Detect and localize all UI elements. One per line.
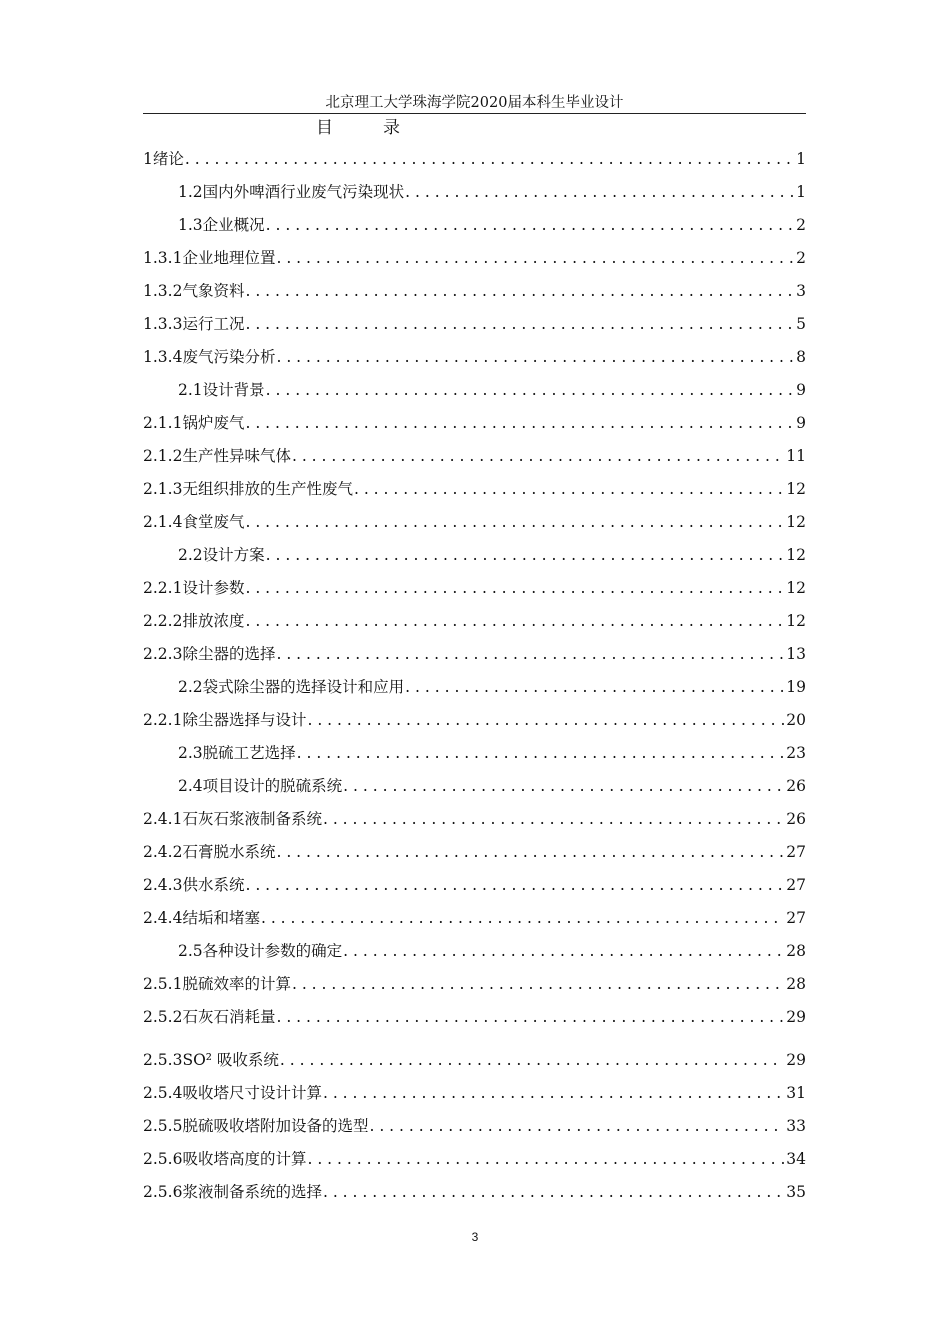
dot-leader <box>323 1178 784 1206</box>
toc-entry[interactable] <box>143 442 806 470</box>
toc-entry-number: 1.3 <box>178 216 203 234</box>
toc-entry-number: 2.1.1 <box>143 414 183 432</box>
toc-entry-page: 12 <box>786 612 806 630</box>
dot-leader <box>245 508 784 536</box>
toc-entry-number: 2.4.2 <box>143 843 183 861</box>
dot-leader <box>245 277 794 305</box>
toc-entry-page: 12 <box>786 579 806 597</box>
toc-entry-title: 国内外啤酒行业废气污染现状 <box>202 183 405 201</box>
toc-entry[interactable] <box>143 1145 806 1173</box>
toc-entry[interactable] <box>143 145 806 173</box>
toc-entry-page: 12 <box>786 480 806 498</box>
toc-entry[interactable] <box>143 1112 806 1140</box>
toc-entry[interactable] <box>143 772 806 800</box>
toc-entry[interactable] <box>143 244 806 272</box>
toc-entry-page: 29 <box>786 1051 806 1069</box>
toc-entry-number: 2.1.4 <box>143 513 183 531</box>
toc-entry-page: 2 <box>796 216 806 234</box>
toc-entry-title: 石灰石浆液制备系统 <box>182 810 322 828</box>
toc-entry-number: 2.2.1 <box>143 711 183 729</box>
toc-entry-title: 袋式除尘器的选择设计和应用 <box>202 678 405 696</box>
toc-entry-page: 31 <box>786 1084 806 1102</box>
toc-entry[interactable] <box>143 805 806 833</box>
toc-entry[interactable] <box>143 310 806 338</box>
toc-entry-page: 27 <box>786 876 806 894</box>
toc-entry-title: 除尘器选择与设计 <box>182 711 307 729</box>
dot-leader <box>292 442 784 470</box>
toc-entry[interactable] <box>143 970 806 998</box>
toc-entry[interactable] <box>143 904 806 932</box>
toc-entry[interactable] <box>143 937 806 965</box>
toc-entry[interactable] <box>143 1178 806 1206</box>
running-header: 北京理工大学珠海学院2020届本科生毕业设计 <box>325 95 624 111</box>
toc-entry-page: 28 <box>786 942 806 960</box>
toc-entry-number: 2.4.3 <box>143 876 183 894</box>
dot-leader <box>323 805 784 833</box>
dot-leader <box>245 871 784 899</box>
toc-entry-title: 各种设计参数的确定 <box>202 942 343 960</box>
toc-entry-number: 2.5.1 <box>143 975 183 993</box>
toc-entry[interactable] <box>143 211 806 239</box>
toc-entry-page: 26 <box>786 810 806 828</box>
toc-entry-title: 生产性异味气体 <box>182 447 291 465</box>
toc-entry-number: 1.3.3 <box>143 315 183 333</box>
toc-entry-page: 29 <box>786 1008 806 1026</box>
toc-title <box>316 117 400 139</box>
toc-entry-number: 2.5.5 <box>143 1117 183 1135</box>
toc-entry-page: 1 <box>796 150 806 168</box>
dot-leader <box>245 310 794 338</box>
toc-entry-page: 23 <box>786 744 806 762</box>
toc-entry-page: 9 <box>796 381 806 399</box>
toc-entry-number: 2.1.2 <box>143 447 183 465</box>
toc-entry-page: 27 <box>786 909 806 927</box>
toc-entry-title: 设计背景 <box>202 381 265 399</box>
toc-entry[interactable] <box>143 277 806 305</box>
page-number: 3 <box>471 1230 479 1244</box>
toc-entry-number: 2.2 <box>178 678 203 696</box>
toc-entry[interactable] <box>143 838 806 866</box>
toc-entry-title: 废气污染分析 <box>182 348 276 366</box>
toc-entry-page: 20 <box>786 711 806 729</box>
dot-leader <box>343 937 784 965</box>
toc-entry-title: 除尘器的选择 <box>182 645 276 663</box>
toc-entry[interactable] <box>143 343 806 371</box>
toc-entry-title: 吸收塔高度的计算 <box>182 1150 307 1168</box>
toc-entry[interactable] <box>143 508 806 536</box>
toc-entry-number: 2.4.1 <box>143 810 183 828</box>
toc-entry-page: 11 <box>786 447 806 465</box>
toc-entry[interactable] <box>143 1079 806 1107</box>
toc-entry[interactable] <box>143 871 806 899</box>
toc-entry-title: 结垢和堵塞 <box>182 909 260 927</box>
toc-entry-page: 3 <box>796 282 806 300</box>
toc-entry-number: 2.2.1 <box>143 579 183 597</box>
toc-entry-title: 石膏脱水系统 <box>182 843 276 861</box>
dot-leader <box>276 343 794 371</box>
toc-entry-number: 1 <box>143 150 153 168</box>
toc-entry[interactable] <box>143 376 806 404</box>
toc-entry-number: 2.5.3 <box>143 1051 183 1069</box>
toc-entry-number: 2.2 <box>178 546 203 564</box>
toc-entry-page: 19 <box>786 678 806 696</box>
toc-title-left: 目 <box>316 118 333 138</box>
dot-leader <box>245 409 794 437</box>
toc-entry-title: 食堂废气 <box>182 513 245 531</box>
toc-entry-title: 供水系统 <box>182 876 245 894</box>
toc-entry-page: 8 <box>796 348 806 366</box>
toc-entry[interactable] <box>143 673 806 701</box>
toc-entry-page: 34 <box>786 1150 806 1168</box>
toc-entry-title: 企业地理位置 <box>182 249 276 267</box>
toc-entry-page: 12 <box>786 546 806 564</box>
dot-leader <box>307 1145 784 1173</box>
toc-entry-number: 2.4 <box>178 777 203 795</box>
dot-leader <box>245 574 784 602</box>
toc-entry-title: 无组织排放的生产性废气 <box>182 480 353 498</box>
dot-leader <box>276 244 794 272</box>
header-rule <box>143 113 806 114</box>
toc-entry[interactable] <box>143 640 806 668</box>
toc-entry[interactable] <box>143 541 806 569</box>
dot-leader <box>261 904 784 932</box>
dot-leader <box>276 640 784 668</box>
toc-entry-number: 2.5.2 <box>143 1008 183 1026</box>
dot-leader <box>266 376 794 404</box>
toc-entry-title: 锅炉废气 <box>182 414 245 432</box>
toc-entry-title: 脱硫效率的计算 <box>182 975 291 993</box>
toc-entry-number: 2.1.3 <box>143 480 183 498</box>
toc-entry-title: 石灰石消耗量 <box>182 1008 276 1026</box>
toc-entry-number: 1.3.4 <box>143 348 183 366</box>
dot-leader <box>266 541 785 569</box>
toc-entry-title: 企业概况 <box>202 216 265 234</box>
toc-entry-title: 脱硫吸收塔附加设备的选型 <box>182 1117 369 1135</box>
toc-entry[interactable] <box>143 739 806 767</box>
dot-leader <box>292 970 784 998</box>
toc-entry-title: 绪论 <box>152 150 184 168</box>
toc-entry-page: 2 <box>796 249 806 267</box>
dot-leader <box>276 838 784 866</box>
toc-entry-title: 运行工况 <box>182 315 245 333</box>
toc-entry-title: 浆液制备系统的选择 <box>182 1183 322 1201</box>
toc-entry-number: 2.5.6 <box>143 1183 183 1201</box>
dot-leader <box>405 178 794 206</box>
dot-leader <box>323 1079 784 1107</box>
toc-entry-page: 27 <box>786 843 806 861</box>
toc-entry-title: 排放浓度 <box>182 612 245 630</box>
toc-entry-number: 2.1 <box>178 381 203 399</box>
toc-entry-title: 项目设计的脱硫系统 <box>202 777 343 795</box>
toc-entry-number: 2.5.6 <box>143 1150 183 1168</box>
dot-leader <box>185 145 794 173</box>
dot-leader <box>307 706 784 734</box>
dot-leader <box>266 211 794 239</box>
toc-entry-page: 13 <box>786 645 806 663</box>
toc-entry[interactable] <box>143 475 806 503</box>
toc-entry-page: 1 <box>796 183 806 201</box>
toc-entry-page: 12 <box>786 513 806 531</box>
toc-entry-number: 2.5.4 <box>143 1084 183 1102</box>
toc-entry-title: SO² 吸收系统 <box>182 1051 279 1069</box>
toc-entry-number: 2.3 <box>178 744 203 762</box>
toc-entry-number: 2.5 <box>178 942 203 960</box>
toc-entry-page: 9 <box>796 414 806 432</box>
toc-entry-number: 2.2.2 <box>143 612 183 630</box>
toc-entry-number: 1.3.2 <box>143 282 183 300</box>
toc-entry-page: 5 <box>796 315 806 333</box>
toc-entry-page: 28 <box>786 975 806 993</box>
toc-entry-number: 2.2.3 <box>143 645 183 663</box>
toc-entry-number: 1.2 <box>178 183 203 201</box>
toc-entry-title: 气象资料 <box>182 282 245 300</box>
dot-leader <box>354 475 784 503</box>
dot-leader <box>343 772 784 800</box>
toc-entry[interactable] <box>143 706 806 734</box>
toc-entry-page: 33 <box>786 1117 806 1135</box>
dot-leader <box>369 1112 784 1140</box>
dot-leader <box>297 739 785 767</box>
toc-entry-page: 35 <box>786 1183 806 1201</box>
dot-leader <box>405 673 784 701</box>
toc-entry[interactable] <box>143 574 806 602</box>
toc-entry[interactable] <box>143 409 806 437</box>
toc-entry-title: 设计方案 <box>202 546 265 564</box>
toc-entry[interactable] <box>143 607 806 635</box>
dot-leader <box>276 1003 784 1031</box>
toc-entry-page: 26 <box>786 777 806 795</box>
toc-entry-title: 设计参数 <box>182 579 245 597</box>
toc-entry[interactable] <box>143 1003 806 1031</box>
toc-entry-number: 1.3.1 <box>143 249 183 267</box>
dot-leader <box>280 1046 784 1074</box>
toc-title-right: 录 <box>383 118 400 138</box>
toc-entry[interactable] <box>143 178 806 206</box>
toc-entry-number: 2.4.4 <box>143 909 183 927</box>
dot-leader <box>245 607 784 635</box>
toc-entry-title: 吸收塔尺寸设计计算 <box>182 1084 322 1102</box>
toc-entry[interactable] <box>143 1046 806 1074</box>
toc-entry-title: 脱硫工艺选择 <box>202 744 296 762</box>
